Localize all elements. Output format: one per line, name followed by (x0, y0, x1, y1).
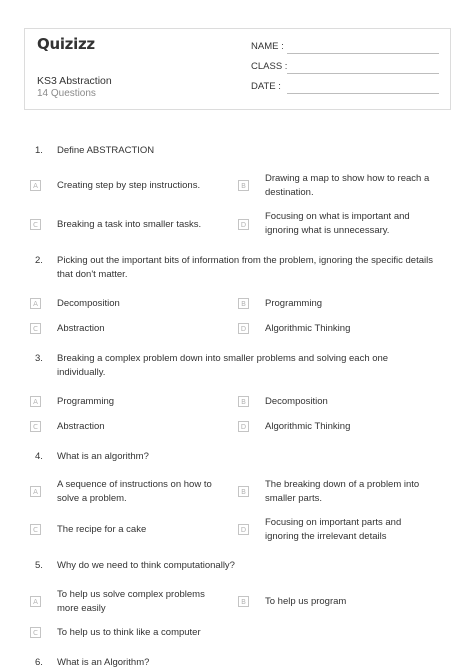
quizizz-logo: Quizizz (37, 35, 95, 53)
option-text: Programming (265, 298, 323, 309)
option-letter-box[interactable]: A (30, 298, 41, 309)
option-text: A sequence of instructions on how to solve a problem. (57, 479, 212, 504)
question-text: What is an Algorithm? (57, 657, 150, 668)
name-line[interactable] (287, 53, 439, 54)
option-letter-box[interactable]: C (30, 627, 41, 638)
question-number: 5. (35, 560, 43, 571)
date-line[interactable] (287, 93, 439, 94)
option-letter-box[interactable]: B (238, 596, 249, 607)
question-number: 6. (35, 657, 43, 668)
option-letter-box[interactable]: B (238, 180, 249, 191)
question-number: 4. (35, 451, 43, 462)
option-text: To help us to think like a computer (57, 627, 201, 638)
option-letter-box[interactable]: C (30, 524, 41, 535)
option-letter-box[interactable]: A (30, 486, 41, 497)
option-text: Abstraction (57, 421, 105, 432)
question-count: 14 Questions (37, 88, 96, 99)
question-text: Breaking a complex problem down into smaller problems and solving each one individually. (57, 353, 389, 378)
option-text: Abstraction (57, 323, 105, 334)
class-label: CLASS : (251, 61, 288, 72)
option-text: Programming (57, 396, 115, 407)
question-number: 3. (35, 353, 43, 364)
option-text: Algorithmic Thinking (265, 421, 351, 432)
question-text: Why do we need to think computationally? (57, 560, 235, 571)
option-text: Algorithmic Thinking (265, 323, 351, 334)
option-text: Creating step by step instructions. (57, 180, 201, 191)
option-letter-box[interactable]: B (238, 396, 249, 407)
option-text: To help us solve complex problems more easily (57, 589, 205, 614)
option-letter-box[interactable]: D (238, 421, 249, 432)
option-letter-box[interactable]: C (30, 421, 41, 432)
option-letter-box[interactable]: D (238, 219, 249, 230)
option-letter-box[interactable]: D (238, 323, 249, 334)
worksheet-header (24, 28, 451, 110)
class-line[interactable] (287, 73, 439, 74)
option-letter-box[interactable]: A (30, 180, 41, 191)
option-text: Breaking a task into smaller tasks. (57, 219, 202, 230)
option-text: Decomposition (57, 298, 120, 309)
option-text: The recipe for a cake (57, 524, 147, 535)
option-text: Decomposition (265, 396, 328, 407)
worksheet-title: KS3 Abstraction (37, 75, 112, 87)
option-text: The breaking down of a problem into smaller parts. (265, 479, 420, 504)
option-letter-box[interactable]: A (30, 596, 41, 607)
option-text: Focusing on important parts and ignoring the irrelevant details (265, 517, 402, 542)
option-letter-box[interactable]: D (238, 524, 249, 535)
option-letter-box[interactable]: B (238, 486, 249, 497)
question-text: Picking out the important bits of information from the problem, ignoring the specific details that don't matter. (57, 255, 433, 280)
option-text: Focusing on what is important and ignoring what is unnecessary. (265, 211, 410, 236)
option-letter-box[interactable]: C (30, 219, 41, 230)
name-label: NAME : (251, 41, 284, 52)
question-number: 2. (35, 255, 43, 266)
option-letter-box[interactable]: B (238, 298, 249, 309)
question-text: What is an algorithm? (57, 451, 149, 462)
option-letter-box[interactable]: A (30, 396, 41, 407)
question-number: 1. (35, 145, 43, 156)
date-label: DATE : (251, 81, 281, 92)
option-text: To help us program (265, 596, 347, 607)
question-text: Define ABSTRACTION (57, 145, 155, 156)
option-letter-box[interactable]: C (30, 323, 41, 334)
option-text: Drawing a map to show how to reach a destination. (265, 173, 430, 198)
